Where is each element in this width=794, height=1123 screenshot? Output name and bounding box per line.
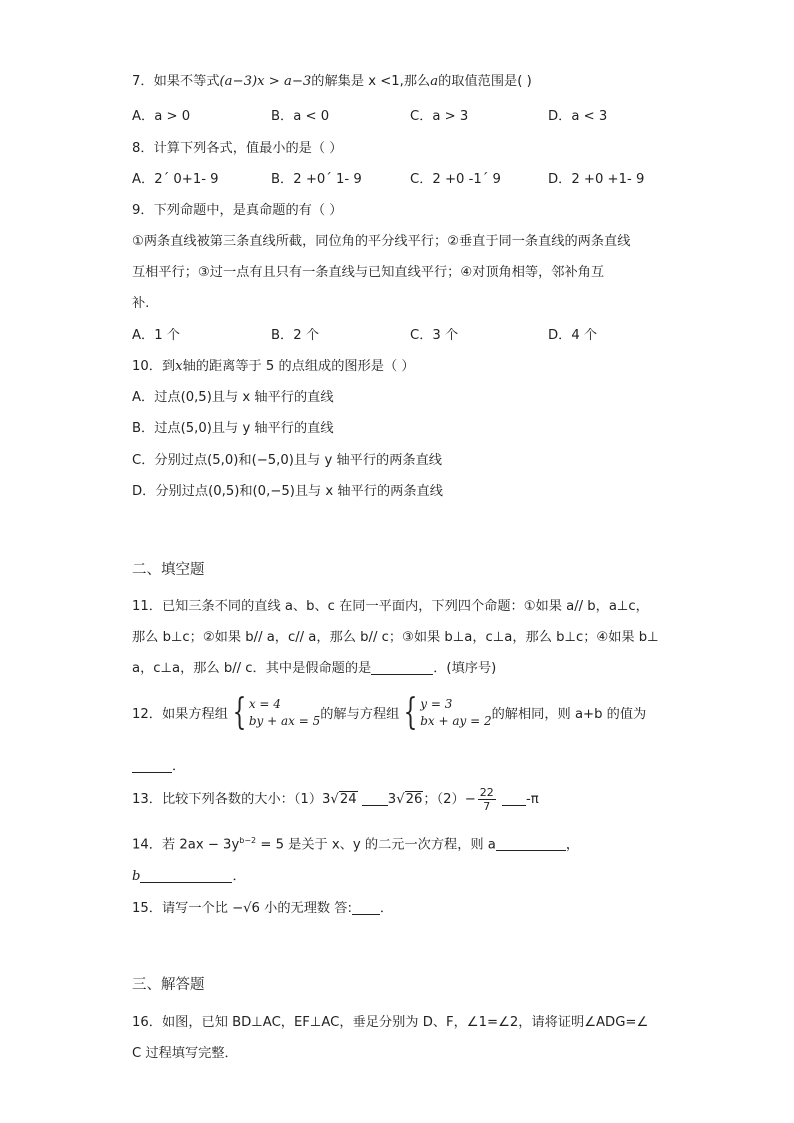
q7-stem: 7．如果不等式(a−3)x > a−3的解集是 x <1,那么a的取值范围是( ): [132, 74, 532, 89]
q10-option-d: D．分别过点(0,5)和(0,−5)且与 x 轴平行的两条直线: [132, 484, 443, 499]
section-title-solutions: 三、解答题: [132, 977, 205, 993]
q14-line-2: b ．: [132, 869, 246, 884]
q7-options: [132, 108, 692, 126]
q9-options: [132, 327, 692, 345]
q14-blank-a[interactable]: [496, 836, 566, 851]
q7-option-a: A．a > 0: [132, 109, 191, 124]
q8-option-b: B．2 +0´ 1- 9: [271, 172, 362, 187]
q13-fraction: $\frac{22}{7}$: [479, 785, 494, 813]
q16-line-1: 16．如图，已知 BD⊥AC，EF⊥AC，垂足分别为 D、F，∠1=∠2，请将证明∠ADG=∠: [132, 1015, 649, 1030]
q11-line-2: 那么 b⊥c；②如果 b// a，c// a，那么 b// c；③如果 b⊥a，c⊥a，那么 b⊥c；④如果 b⊥: [132, 630, 659, 645]
q7-option-b: B．a < 0: [271, 109, 330, 124]
q8-option-d: D．2 +0 +1- 9: [548, 172, 645, 187]
q9-option-a: A．1 个: [132, 328, 180, 343]
q13-blank-1[interactable]: [362, 791, 388, 806]
q12-system-2: { y = 3 bx + ay = 2: [403, 692, 492, 733]
q8-option-a: A．2´ 0+1- 9: [132, 172, 219, 187]
q8-option-c: C．2 +0 -1´ 9: [410, 172, 501, 187]
q7-option-d: D．a < 3: [548, 109, 608, 124]
q14-blank-b[interactable]: [140, 868, 232, 883]
q8-stem: 8．计算下列各式，值最小的是（ ）: [132, 141, 343, 156]
q11-line-1: 11．已知三条不同的直线 a、b、c 在同一平面内，下列四个命题：①如果 a// b，a⊥c，: [132, 599, 649, 614]
q7-option-c: C．a > 3: [410, 109, 469, 124]
q16-line-2: C 过程填写完整．: [132, 1046, 238, 1061]
q10-stem: 10．到x轴的距离等于 5 的点组成的图形是（ ）: [132, 359, 415, 374]
q10-option-c: C．分别过点(5,0)和(−5,0)且与 y 轴平行的两条直线: [132, 453, 442, 468]
q8-options: [132, 171, 692, 189]
sqrt-icon: √: [330, 792, 339, 807]
q12-answer-blank[interactable]: [132, 758, 172, 773]
section-title-fill-in: 二、填空题: [132, 562, 205, 578]
q9-body-line-3: 补.: [132, 296, 150, 311]
q15-stem: 15．请写一个比 −√6 小的无理数 答: ．: [132, 901, 394, 916]
q9-body-line-2: 互相平行；③过一点有且只有一条直线与已知直线平行；④对顶角相等，邻补角互: [132, 265, 605, 280]
q15-answer-blank[interactable]: [352, 900, 380, 915]
q9-option-d: D．4 个: [548, 328, 598, 343]
q9-body-line-1: ①两条直线被第三条直线所截，同位角的平分线平行；②垂直于同一条直线的两条直线: [132, 234, 631, 249]
sqrt-icon: √: [396, 792, 405, 807]
q12-system-1: { x = 4 by + ax = 5: [232, 692, 321, 733]
q10-option-b: B．过点(5,0)且与 y 轴平行的直线: [132, 421, 334, 436]
q12-answer-line: ．: [132, 758, 185, 776]
q13-stem: 13．比较下列各数的大小：（1）3√24 3√26；（2）− $\frac{22}{7}$ -π: [132, 785, 539, 813]
q9-stem: 9．下列命题中，是真命题的有（ ）: [132, 203, 343, 218]
q11-answer-blank[interactable]: [371, 660, 433, 675]
q14-line-1: 14．若 $2ax - 3y^{b-2} = 5$ 是关于 x、y 的二元一次方程，则 a ，: [132, 836, 580, 853]
q11-line-3: a，c⊥a，那么 b// c．其中是假命题的是 ．(填序号): [132, 661, 497, 676]
q10-option-a: A．过点(0,5)且与 x 轴平行的直线: [132, 390, 334, 405]
q9-option-c: C．3 个: [410, 328, 459, 343]
q13-blank-2[interactable]: [502, 791, 526, 806]
q12-stem: 12．如果方程组 { x = 4 by + ax = 5 的解与方程组 { y = 3 bx + ay = 2 的解相同，则 a+b 的值为: [132, 692, 647, 733]
q9-option-b: B．2 个: [271, 328, 320, 343]
